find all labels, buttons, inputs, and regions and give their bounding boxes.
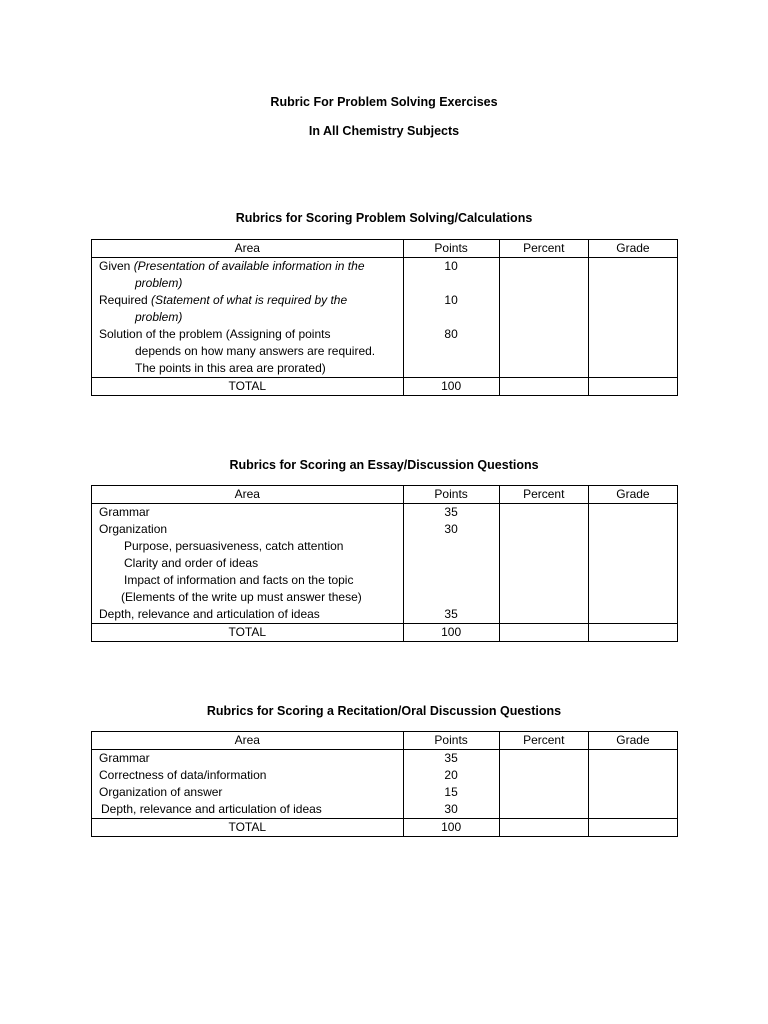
points-cell xyxy=(403,504,499,624)
total-grade xyxy=(588,819,677,837)
given-label: Given xyxy=(99,259,134,273)
table-row xyxy=(92,504,678,624)
area-cell xyxy=(92,750,404,819)
grade-cell xyxy=(588,750,677,819)
percent-cell xyxy=(499,750,588,819)
total-points: 100 xyxy=(403,819,499,837)
total-label: TOTAL xyxy=(92,819,404,837)
given-description: (Presentation of available information in the xyxy=(133,259,365,273)
total-points: 100 xyxy=(403,378,499,396)
percent-cell xyxy=(499,258,588,378)
criterion-label: Correctness of data/information xyxy=(99,768,267,782)
header-percent: Percent xyxy=(499,486,588,504)
total-row xyxy=(92,378,678,396)
criterion-label: Depth, relevance and articulation of ideas xyxy=(101,802,322,816)
criterion-points: 15 xyxy=(444,785,458,799)
depth-label: Depth, relevance and articulation of ideas xyxy=(99,607,320,621)
table-header-row xyxy=(92,732,678,750)
organization-criterion: Purpose, persuasiveness, catch attention xyxy=(124,539,344,553)
solution-description-2: The points in this area are prorated) xyxy=(135,361,326,375)
header-area: Area xyxy=(92,240,404,258)
criterion-points: 30 xyxy=(444,802,458,816)
table-header-row xyxy=(92,486,678,504)
solution-label: Solution of the problem (Assigning of points xyxy=(99,327,331,341)
solution-points: 80 xyxy=(444,327,458,341)
total-percent xyxy=(499,378,588,396)
header-points: Points xyxy=(403,486,499,504)
criterion-points: 20 xyxy=(444,768,458,782)
required-description: (Statement of what is required by the xyxy=(151,293,348,307)
header-grade: Grade xyxy=(588,732,677,750)
total-percent xyxy=(499,819,588,837)
recitation-rubric-table xyxy=(91,731,678,837)
criterion-label: Grammar xyxy=(99,751,150,765)
grade-cell xyxy=(588,504,677,624)
table-row xyxy=(92,258,678,378)
points-cell xyxy=(403,258,499,378)
total-percent xyxy=(499,624,588,642)
solution-description-1: depends on how many answers are required. xyxy=(135,344,376,358)
header-points: Points xyxy=(403,240,499,258)
table2-heading: Rubrics for Scoring an Essay/Discussion Questions xyxy=(229,458,539,472)
total-row xyxy=(92,819,678,837)
criterion-label: Organization of answer xyxy=(99,785,223,799)
header-percent: Percent xyxy=(499,240,588,258)
required-points: 10 xyxy=(444,293,458,307)
total-grade xyxy=(588,378,677,396)
percent-cell xyxy=(499,504,588,624)
table-row xyxy=(92,750,678,819)
essay-rubric-table xyxy=(91,485,678,642)
organization-note: (Elements of the write up must answer these) xyxy=(121,590,362,604)
table3-heading: Rubrics for Scoring a Recitation/Oral Discussion Questions xyxy=(206,704,562,718)
total-label: TOTAL xyxy=(92,624,404,642)
header-grade: Grade xyxy=(588,240,677,258)
problem-solving-rubric-table xyxy=(91,239,678,396)
depth-points: 35 xyxy=(444,607,458,621)
required-description-cont: problem) xyxy=(135,310,183,324)
organization-criterion: Impact of information and facts on the topic xyxy=(124,573,354,587)
grade-cell xyxy=(588,258,677,378)
grammar-points: 35 xyxy=(444,505,458,519)
required-label: Required xyxy=(99,293,152,307)
area-cell xyxy=(92,258,404,378)
total-label: TOTAL xyxy=(92,378,404,396)
given-description-cont: problem) xyxy=(135,276,183,290)
header-points: Points xyxy=(403,732,499,750)
table1-heading: Rubrics for Scoring Problem Solving/Calculations xyxy=(235,211,533,225)
grammar-label: Grammar xyxy=(99,505,150,519)
organization-criterion: Clarity and order of ideas xyxy=(124,556,259,570)
total-grade xyxy=(588,624,677,642)
header-area: Area xyxy=(92,486,404,504)
header-grade: Grade xyxy=(588,486,677,504)
given-points: 10 xyxy=(444,259,458,273)
total-row xyxy=(92,624,678,642)
organization-label: Organization xyxy=(99,522,168,536)
table-header-row xyxy=(92,240,678,258)
header-area: Area xyxy=(92,732,404,750)
criterion-points: 35 xyxy=(444,751,458,765)
area-cell xyxy=(92,504,404,624)
total-points: 100 xyxy=(403,624,499,642)
document-subtitle: In All Chemistry Subjects xyxy=(308,124,460,138)
document-title: Rubric For Problem Solving Exercises xyxy=(270,95,498,109)
organization-points: 30 xyxy=(444,522,458,536)
header-percent: Percent xyxy=(499,732,588,750)
points-cell xyxy=(403,750,499,819)
